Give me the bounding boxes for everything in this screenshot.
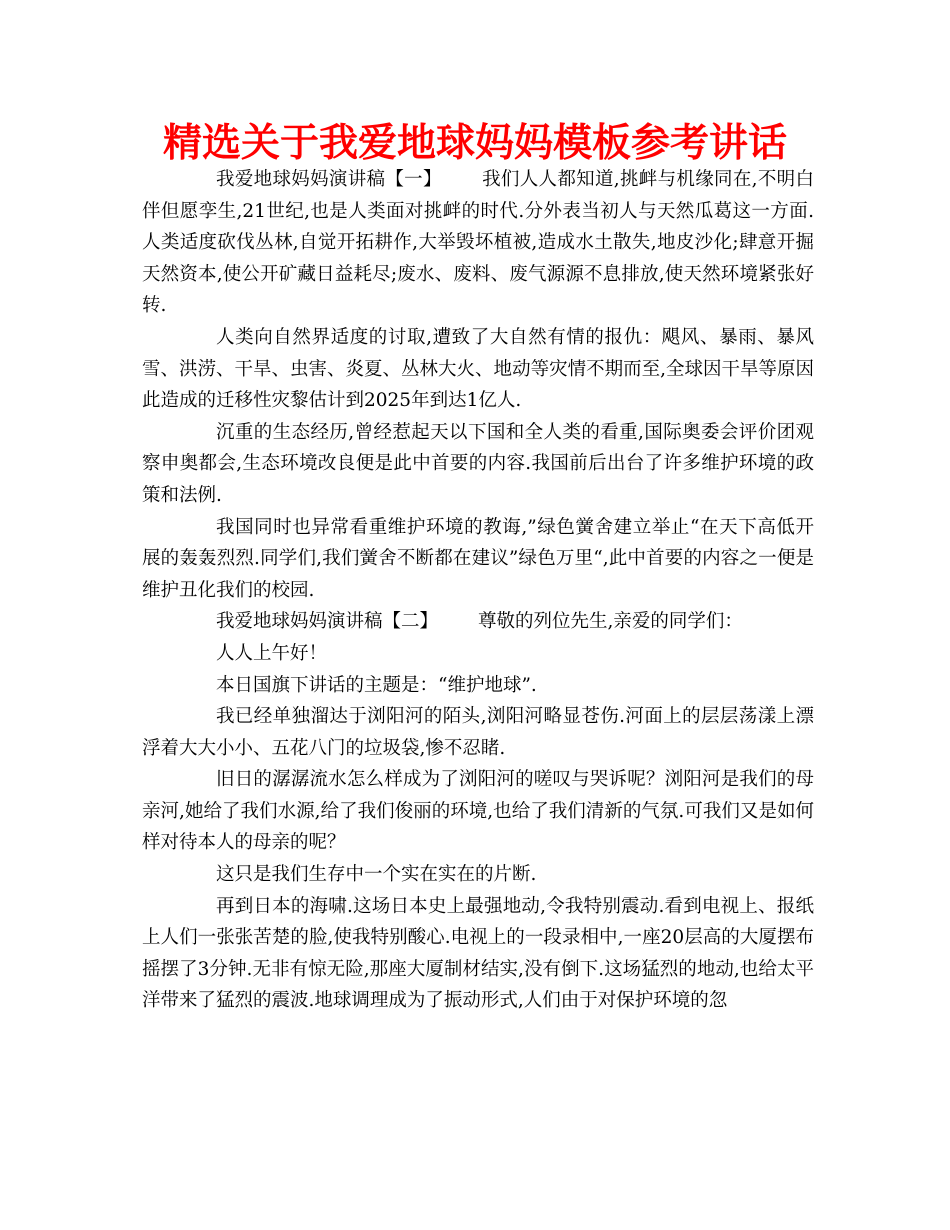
- document-body: [142, 164, 814, 1017]
- paragraph: 我已经单独溜达于浏阳河的陌头,浏阳河略显苍伤.河面上的层层荡漾上漂浮着大大小小、五花八门的垃圾袋,惨不忍睹.: [142, 706, 814, 759]
- speech-heading: 我爱地球妈妈演讲稿【二】: [216, 611, 439, 633]
- speech-heading: 我爱地球妈妈演讲稿【一】: [216, 169, 442, 190]
- paragraph: 这只是我们生存中一个实在实在的片断.: [216, 864, 537, 886]
- paragraph: 人类向自然界适度的讨取,遭致了大自然有情的报仇：飓风、暴雨、暴风雪、洪涝、干旱、虫害、炎夏、丛林大火、地动等灾情不期而至,全球因干旱等原因此造成的迁移性灾黎估计到2025年到达1亿人.: [142, 326, 814, 412]
- paragraph: 沉重的生态经历,曾经惹起天以下国和全人类的看重,国际奥委会评价团观察申奥都会,生态环境改良便是此中首要的内容.我国前后出台了许多维护环境的政策和法例.: [142, 421, 814, 506]
- document-title: 精选关于我爱地球妈妈模板参考讲话: [162, 121, 787, 166]
- paragraph: 人人上午好！: [216, 642, 328, 664]
- paragraph-text: 尊敬的列位先生,亲爱的同学们：: [478, 611, 743, 633]
- paragraph: [142, 606, 814, 638]
- paragraph: 本日国旗下讲话的主题是：“维护地球”.: [216, 674, 537, 696]
- paragraph-text: 我们人人都知道,挑衅与机缘同在,不明白伴但愿孪生,21世纪,也是人类面对挑衅的时代.分外表当初人与天然瓜葛这一方面.人类适度砍伐丛林,自觉开拓耕作,大举毁坏植被,造成水土散失,地皮沙化;肆意开掘天然资本,使公开矿藏日益耗尽;废水、废料、废气源源不息排放,使天然环境紧张好转.: [142, 169, 814, 317]
- paragraph: 再到日本的海啸.这场日本史上最强地动,令我特别震动.看到电视上、报纸上人们一张张苦楚的脸,使我特别酸心.电视上的一段录相中,一座20层高的大厦摆布摇摆了3分钟.无非有惊无险,那座大厦制材结实,没有倒下.这场猛烈的地动,也给太平洋带来了猛烈的震波.地球调理成为了振动形式,人们由于对保护环境的忽: [142, 895, 814, 1012]
- paragraph: 我国同时也异常看重维护环境的教诲,”绿色黉舍建立举止“在天下高低开展的轰轰烈烈.同学们,我们黉舍不断都在建议”绿色万里“,此中首要的内容之一便是维护丑化我们的校园.: [142, 516, 814, 601]
- paragraph: [142, 164, 814, 322]
- paragraph: 旧日的潺潺流水怎么样成为了浏阳河的嗟叹与哭诉呢？浏阳河是我们的母亲河,她给了我们水源,给了我们俊丽的环境,也给了我们清新的气氛.可我们又是如何样对待本人的母亲的呢？: [142, 769, 814, 854]
